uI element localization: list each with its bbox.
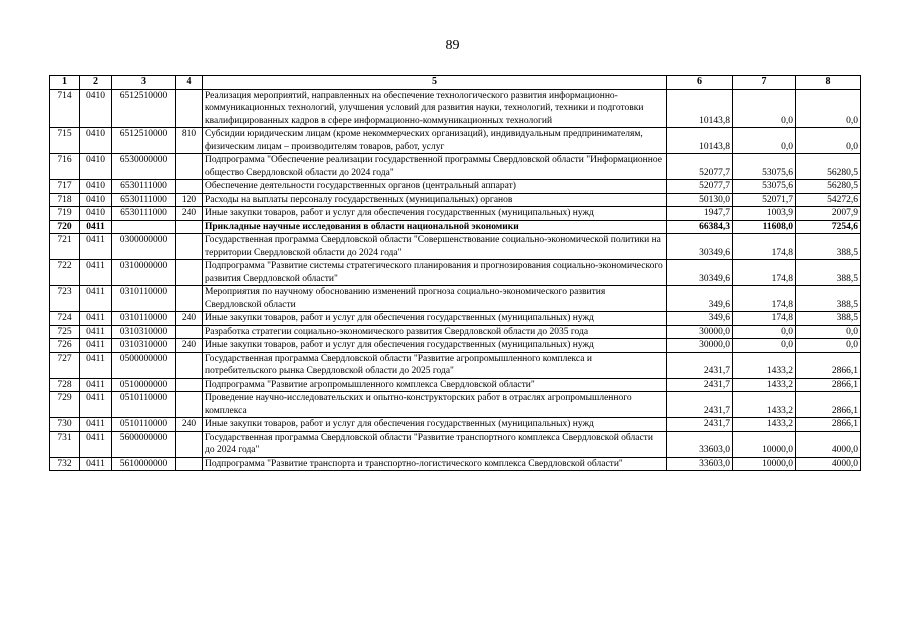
column-header: 1 xyxy=(50,76,80,90)
amount-year3-cell: 0,0 xyxy=(796,339,861,353)
amount-year3-cell: 0,0 xyxy=(796,89,861,128)
target-article-cell: 0310000000 xyxy=(112,260,176,286)
amount-year1-cell: 50130,0 xyxy=(667,193,733,207)
section-code-cell: 0411 xyxy=(80,286,112,312)
expense-type-cell xyxy=(176,325,203,339)
amount-year1-cell: 33603,0 xyxy=(667,457,733,471)
item-name-cell: Подпрограмма "Развитие системы стратегического планирования и прогнозирования социально-экономического развития Свердловской области" xyxy=(203,260,667,286)
section-code-cell: 0411 xyxy=(80,312,112,326)
table-row xyxy=(50,286,861,312)
amount-year2-cell: 1433,2 xyxy=(733,352,796,378)
amount-year2-cell: 52071,7 xyxy=(733,193,796,207)
row-number-cell: 719 xyxy=(50,207,80,221)
table-row xyxy=(50,193,861,207)
section-code-cell: 0411 xyxy=(80,431,112,457)
amount-year2-cell: 174,8 xyxy=(733,312,796,326)
target-article-cell: 0510110000 xyxy=(112,418,176,432)
amount-year3-cell: 7254,6 xyxy=(796,220,861,234)
target-article-cell: 6512510000 xyxy=(112,89,176,128)
target-article-cell: 6530111000 xyxy=(112,193,176,207)
row-number-cell: 724 xyxy=(50,312,80,326)
table-row xyxy=(50,154,861,180)
column-header: 3 xyxy=(112,76,176,90)
expense-type-cell: 240 xyxy=(176,418,203,432)
table-row xyxy=(50,418,861,432)
expense-type-cell: 810 xyxy=(176,128,203,154)
row-number-cell: 721 xyxy=(50,234,80,260)
row-number-cell: 718 xyxy=(50,193,80,207)
row-number-cell: 732 xyxy=(50,457,80,471)
amount-year2-cell: 10000,0 xyxy=(733,457,796,471)
row-number-cell: 717 xyxy=(50,180,80,194)
column-header: 2 xyxy=(80,76,112,90)
table-row xyxy=(50,89,861,128)
table-row xyxy=(50,128,861,154)
section-code-cell: 0411 xyxy=(80,418,112,432)
amount-year2-cell: 174,8 xyxy=(733,234,796,260)
row-number-cell: 727 xyxy=(50,352,80,378)
expense-type-cell xyxy=(176,180,203,194)
amount-year2-cell: 1003,9 xyxy=(733,207,796,221)
amount-year3-cell: 2866,1 xyxy=(796,418,861,432)
row-number-cell: 729 xyxy=(50,392,80,418)
table-row xyxy=(50,260,861,286)
table-row xyxy=(50,234,861,260)
row-number-cell: 716 xyxy=(50,154,80,180)
target-article-cell: 0510000000 xyxy=(112,378,176,392)
amount-year3-cell: 56280,5 xyxy=(796,154,861,180)
amount-year1-cell: 30000,0 xyxy=(667,325,733,339)
item-name-cell: Подпрограмма "Развитие агропромышленного комплекса Свердловской области" xyxy=(203,378,667,392)
amount-year1-cell: 349,6 xyxy=(667,312,733,326)
expense-type-cell: 240 xyxy=(176,339,203,353)
item-name-cell: Прикладные научные исследования в области национальной экономики xyxy=(203,220,667,234)
row-number-cell: 714 xyxy=(50,89,80,128)
amount-year1-cell: 10143,8 xyxy=(667,128,733,154)
expense-type-cell xyxy=(176,234,203,260)
amount-year2-cell: 1433,2 xyxy=(733,378,796,392)
item-name-cell: Государственная программа Свердловской области "Развитие транспортного комплекса Свердловской области до 2024 года" xyxy=(203,431,667,457)
expense-type-cell xyxy=(176,392,203,418)
item-name-cell: Разработка стратегии социально-экономического развития Свердловской области до 2035 года xyxy=(203,325,667,339)
section-code-cell: 0411 xyxy=(80,392,112,418)
expense-type-cell xyxy=(176,220,203,234)
amount-year1-cell: 30349,6 xyxy=(667,234,733,260)
target-article-cell: 0310310000 xyxy=(112,339,176,353)
section-code-cell: 0411 xyxy=(80,352,112,378)
target-article-cell: 0310110000 xyxy=(112,312,176,326)
amount-year2-cell: 174,8 xyxy=(733,260,796,286)
column-header: 6 xyxy=(667,76,733,90)
section-code-cell: 0411 xyxy=(80,457,112,471)
target-article-cell: 6530111000 xyxy=(112,180,176,194)
table-row xyxy=(50,312,861,326)
amount-year3-cell: 4000,0 xyxy=(796,431,861,457)
section-code-cell: 0411 xyxy=(80,220,112,234)
page-number: 89 xyxy=(445,38,460,53)
section-code-cell: 0411 xyxy=(80,378,112,392)
amount-year2-cell: 11608,0 xyxy=(733,220,796,234)
amount-year1-cell: 349,6 xyxy=(667,286,733,312)
budget-table xyxy=(49,75,861,471)
expense-type-cell xyxy=(176,378,203,392)
section-code-cell: 0411 xyxy=(80,260,112,286)
amount-year3-cell: 2866,1 xyxy=(796,378,861,392)
row-number-cell: 725 xyxy=(50,325,80,339)
amount-year1-cell: 30349,6 xyxy=(667,260,733,286)
row-number-cell: 728 xyxy=(50,378,80,392)
section-code-cell: 0410 xyxy=(80,89,112,128)
target-article-cell: 0500000000 xyxy=(112,352,176,378)
expense-type-cell: 120 xyxy=(176,193,203,207)
item-name-cell: Обеспечение деятельности государственных органов (центральный аппарат) xyxy=(203,180,667,194)
amount-year2-cell: 0,0 xyxy=(733,89,796,128)
column-header: 4 xyxy=(176,76,203,90)
table-row xyxy=(50,457,861,471)
amount-year1-cell: 52077,7 xyxy=(667,180,733,194)
table-row xyxy=(50,392,861,418)
row-number-cell: 731 xyxy=(50,431,80,457)
expense-type-cell: 240 xyxy=(176,312,203,326)
amount-year1-cell: 2431,7 xyxy=(667,378,733,392)
amount-year1-cell: 1947,7 xyxy=(667,207,733,221)
item-name-cell: Реализация мероприятий, направленных на обеспечение технологического развития информационно-коммуникационных технологий, улучшения условий для развития науки, технологий, техники и подготовки квалифицированных кадров в сфере информационно-коммуникационных технологий xyxy=(203,89,667,128)
amount-year1-cell: 2431,7 xyxy=(667,352,733,378)
target-article-cell: 5600000000 xyxy=(112,431,176,457)
amount-year1-cell: 2431,7 xyxy=(667,418,733,432)
target-article-cell: 0510110000 xyxy=(112,392,176,418)
expense-type-cell xyxy=(176,352,203,378)
table-row xyxy=(50,431,861,457)
amount-year1-cell: 10143,8 xyxy=(667,89,733,128)
item-name-cell: Мероприятия по научному обоснованию изменений прогноза социально-экономического развития Свердловской области xyxy=(203,286,667,312)
row-number-cell: 723 xyxy=(50,286,80,312)
target-article-cell xyxy=(112,220,176,234)
expense-type-cell: 240 xyxy=(176,207,203,221)
amount-year3-cell: 388,5 xyxy=(796,260,861,286)
table-row xyxy=(50,207,861,221)
amount-year2-cell: 174,8 xyxy=(733,286,796,312)
item-name-cell: Иные закупки товаров, работ и услуг для обеспечения государственных (муниципальных) нужд xyxy=(203,312,667,326)
column-header: 7 xyxy=(733,76,796,90)
target-article-cell: 0300000000 xyxy=(112,234,176,260)
amount-year3-cell: 388,5 xyxy=(796,234,861,260)
expense-type-cell xyxy=(176,154,203,180)
item-name-cell: Расходы на выплаты персоналу государственных (муниципальных) органов xyxy=(203,193,667,207)
section-code-cell: 0410 xyxy=(80,193,112,207)
target-article-cell: 6530111000 xyxy=(112,207,176,221)
section-code-cell: 0411 xyxy=(80,339,112,353)
table-row xyxy=(50,339,861,353)
item-name-cell: Подпрограмма "Развитие транспорта и транспортно-логистического комплекса Свердловской области" xyxy=(203,457,667,471)
amount-year3-cell: 388,5 xyxy=(796,312,861,326)
column-header: 5 xyxy=(203,76,667,90)
table-row xyxy=(50,325,861,339)
target-article-cell: 0310310000 xyxy=(112,325,176,339)
section-code-cell: 0410 xyxy=(80,180,112,194)
amount-year3-cell: 2866,1 xyxy=(796,352,861,378)
amount-year2-cell: 53075,6 xyxy=(733,154,796,180)
amount-year2-cell: 53075,6 xyxy=(733,180,796,194)
item-name-cell: Иные закупки товаров, работ и услуг для обеспечения государственных (муниципальных) нужд xyxy=(203,207,667,221)
amount-year1-cell: 2431,7 xyxy=(667,392,733,418)
section-code-cell: 0410 xyxy=(80,154,112,180)
section-code-cell: 0411 xyxy=(80,325,112,339)
amount-year3-cell: 54272,6 xyxy=(796,193,861,207)
expense-type-cell xyxy=(176,457,203,471)
amount-year3-cell: 388,5 xyxy=(796,286,861,312)
amount-year1-cell: 52077,7 xyxy=(667,154,733,180)
item-name-cell: Проведение научно-исследовательских и опытно-конструкторских работ в отраслях агропромышленного комплекса xyxy=(203,392,667,418)
amount-year1-cell: 66384,3 xyxy=(667,220,733,234)
expense-type-cell xyxy=(176,260,203,286)
item-name-cell: Государственная программа Свердловской области "Развитие агропромышленного комплекса и потребительского рынка Свердловской области до 2025 года" xyxy=(203,352,667,378)
amount-year3-cell: 2866,1 xyxy=(796,392,861,418)
amount-year2-cell: 1433,2 xyxy=(733,418,796,432)
amount-year2-cell: 10000,0 xyxy=(733,431,796,457)
item-name-cell: Подпрограмма "Обеспечение реализации государственной программы Свердловской области "Информационное общество Свердловской области до 2024 года" xyxy=(203,154,667,180)
amount-year2-cell: 0,0 xyxy=(733,128,796,154)
amount-year3-cell: 2007,9 xyxy=(796,207,861,221)
amount-year3-cell: 56280,5 xyxy=(796,180,861,194)
amount-year2-cell: 0,0 xyxy=(733,339,796,353)
target-article-cell: 6530000000 xyxy=(112,154,176,180)
item-name-cell: Государственная программа Свердловской области "Совершенствование социально-экономической политики на территории Свердловской области до 2024 года" xyxy=(203,234,667,260)
item-name-cell: Иные закупки товаров, работ и услуг для обеспечения государственных (муниципальных) нужд xyxy=(203,418,667,432)
table-body xyxy=(50,89,861,471)
row-number-cell: 715 xyxy=(50,128,80,154)
header-row xyxy=(50,76,861,90)
table-row xyxy=(50,220,861,234)
amount-year1-cell: 30000,0 xyxy=(667,339,733,353)
row-number-cell: 720 xyxy=(50,220,80,234)
amount-year3-cell: 0,0 xyxy=(796,128,861,154)
amount-year3-cell: 0,0 xyxy=(796,325,861,339)
section-code-cell: 0410 xyxy=(80,207,112,221)
item-name-cell: Иные закупки товаров, работ и услуг для обеспечения государственных (муниципальных) нужд xyxy=(203,339,667,353)
section-code-cell: 0411 xyxy=(80,234,112,260)
row-number-cell: 730 xyxy=(50,418,80,432)
row-number-cell: 726 xyxy=(50,339,80,353)
expense-type-cell xyxy=(176,286,203,312)
expense-type-cell xyxy=(176,89,203,128)
amount-year1-cell: 33603,0 xyxy=(667,431,733,457)
target-article-cell: 6512510000 xyxy=(112,128,176,154)
table-row xyxy=(50,378,861,392)
expense-type-cell xyxy=(176,431,203,457)
target-article-cell: 0310110000 xyxy=(112,286,176,312)
table-row xyxy=(50,352,861,378)
target-article-cell: 5610000000 xyxy=(112,457,176,471)
table-row xyxy=(50,180,861,194)
section-code-cell: 0410 xyxy=(80,128,112,154)
amount-year3-cell: 4000,0 xyxy=(796,457,861,471)
row-number-cell: 722 xyxy=(50,260,80,286)
amount-year2-cell: 1433,2 xyxy=(733,392,796,418)
column-header: 8 xyxy=(796,76,861,90)
amount-year2-cell: 0,0 xyxy=(733,325,796,339)
item-name-cell: Субсидии юридическим лицам (кроме некоммерческих организаций), индивидуальным предпринимателям, физическим лицам – производителям товаров, работ, услуг xyxy=(203,128,667,154)
